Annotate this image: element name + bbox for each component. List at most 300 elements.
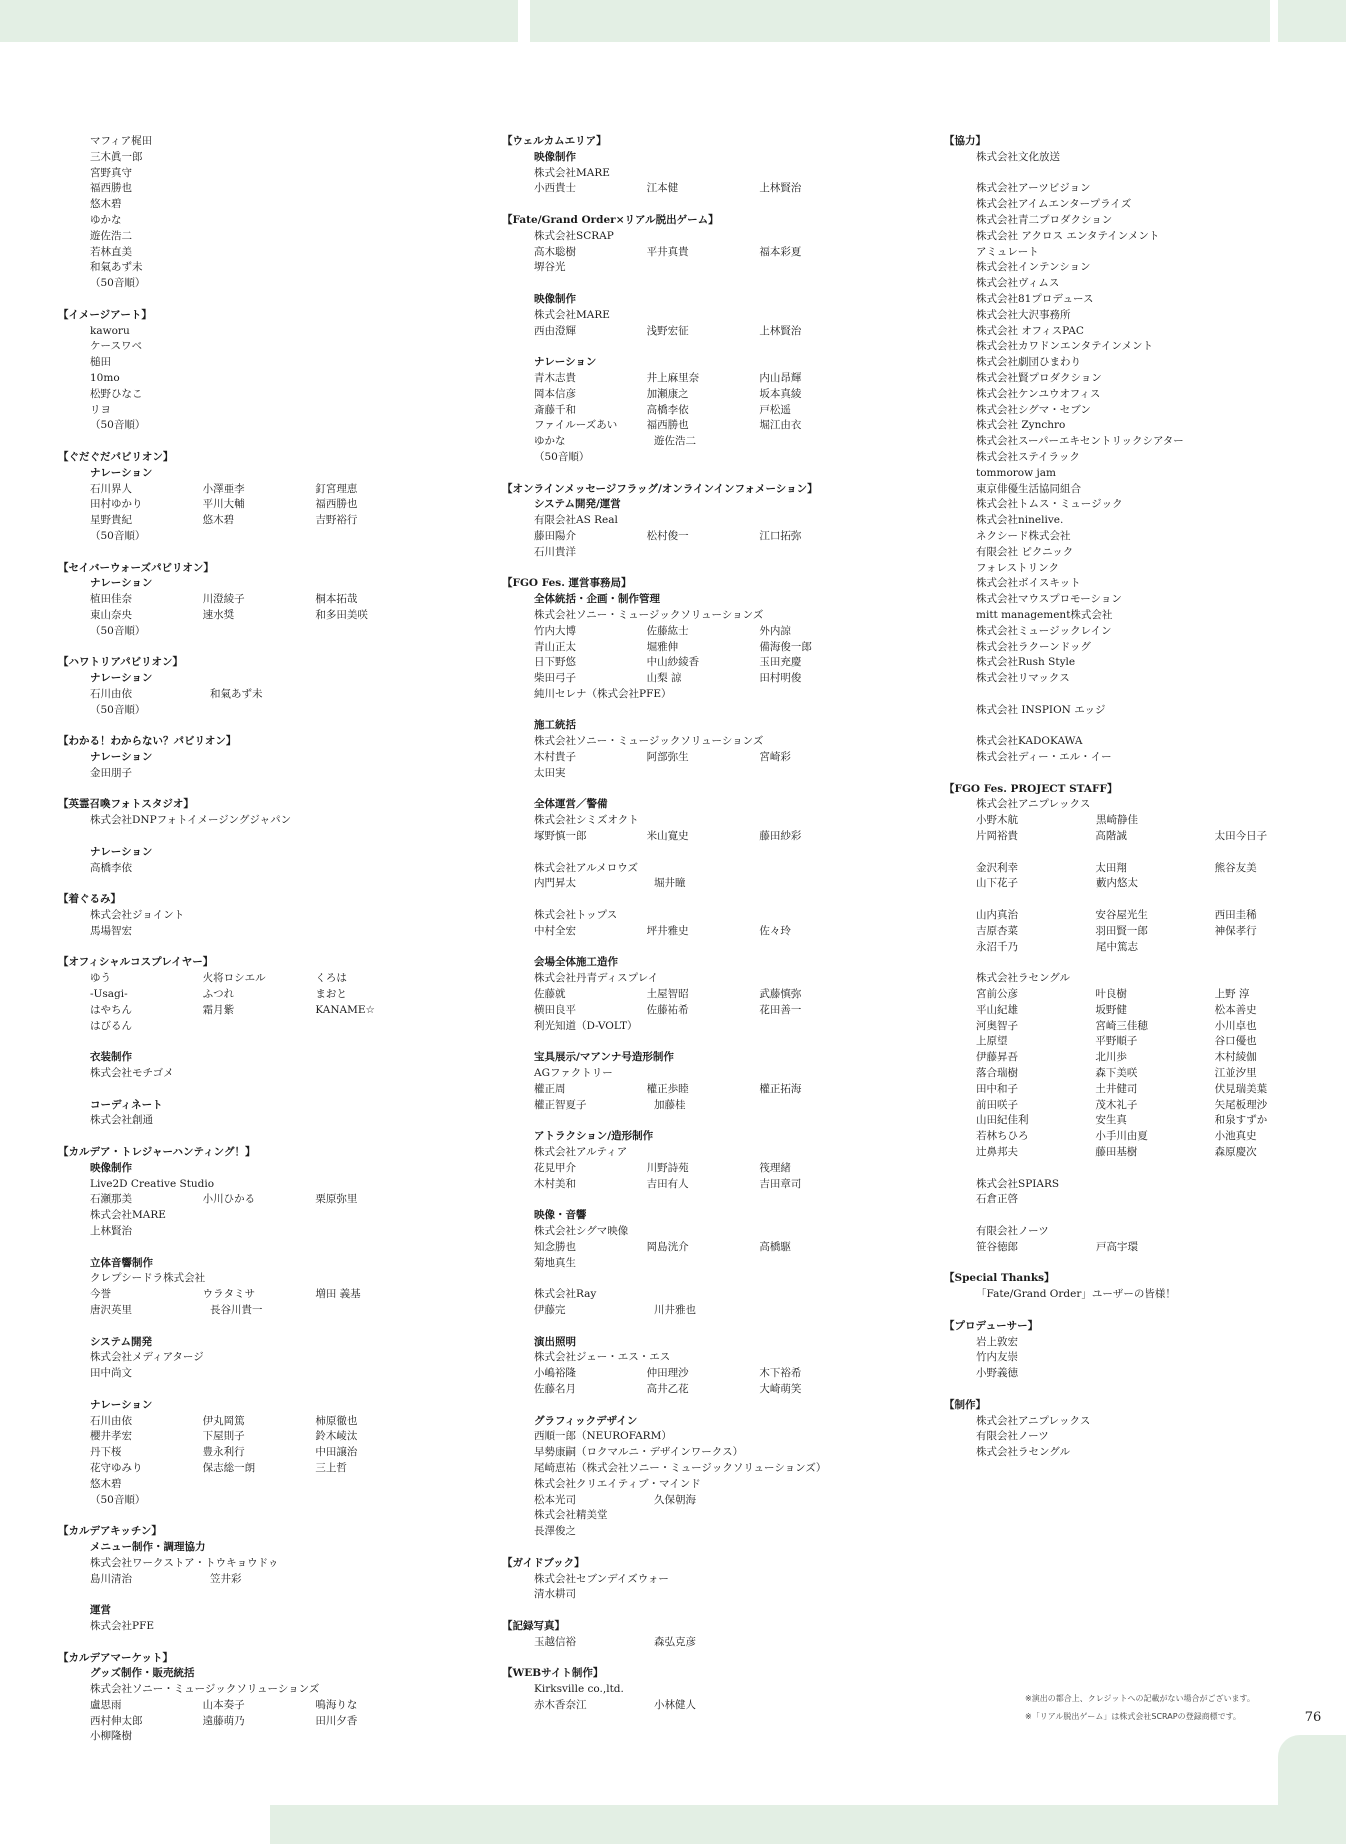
spacer: [944, 1303, 1334, 1319]
credit-entry: 株式会社インテンション: [976, 261, 1091, 274]
credit-name: 笹谷徳郎: [976, 1240, 1018, 1253]
credit-name: 藤田紗彩: [759, 830, 802, 843]
footnotes: [1025, 1690, 1255, 1726]
credit-name: 三上哲: [315, 1461, 347, 1474]
credit-entry: 小柳隆樹: [90, 1730, 132, 1743]
credit-name: 木村美和: [534, 1177, 576, 1190]
credit-name: 大崎萌笑: [759, 1382, 802, 1395]
spacer: [58, 1508, 428, 1524]
role-heading: アトラクション/造形制作: [534, 1130, 654, 1143]
credit-name-row: [502, 403, 872, 419]
credit-entry: 株式会社ソニー・ミュージックソリューションズ: [534, 735, 764, 748]
credit-name: KANAME☆: [315, 1003, 375, 1016]
credit-entry: mitt management株式会社: [976, 608, 1113, 621]
credit-name: 知念勝也: [534, 1240, 576, 1253]
credit-entry: 株式会社モチゴメ: [90, 1067, 174, 1080]
credit-entry: 株式会社クリエイティブ・マインド: [534, 1477, 701, 1490]
credit-name: 伊藤完: [534, 1303, 566, 1316]
credit-name: 吉田章司: [759, 1177, 802, 1190]
credit-name: 栗原弥里: [315, 1193, 358, 1206]
credit-entry: 株式会社ラセングル: [976, 972, 1070, 985]
role-heading: 全体統括・企画・制作管理: [534, 593, 660, 606]
credit-name-row: [944, 1019, 1334, 1035]
credit-name: 火将ロシエル: [202, 972, 266, 985]
section-heading: 【FGO Fes. 運営事務局】: [502, 577, 632, 590]
credit-name-row: [58, 513, 428, 529]
credit-name: 桐本拓哉: [315, 593, 358, 606]
spacer: [58, 640, 428, 656]
credit-name: 宮前公彦: [976, 988, 1018, 1001]
credit-name-row: [502, 1303, 872, 1319]
credit-name-row: [58, 1192, 428, 1208]
credit-name: 上林賢治: [759, 182, 802, 195]
spacer: [944, 1208, 1334, 1224]
credit-entry: 株式会社ヴィムス: [976, 277, 1060, 290]
spacer: [58, 1129, 428, 1145]
credit-entry: リヨ: [90, 403, 111, 416]
section-heading: 【セイバーウォーズパビリオン】: [58, 561, 214, 574]
credit-name-row: [502, 1177, 872, 1193]
credit-entry: 尾崎恵祐（株式会社ソニー・ミュージックソリューションズ）: [534, 1461, 827, 1474]
spacer: [58, 1635, 428, 1651]
credit-name: 平野順子: [1095, 1035, 1138, 1048]
credit-name: 今誉: [90, 1288, 111, 1301]
section-heading: 【Fate/Grand Order×リアル脱出ゲーム】: [502, 213, 719, 226]
credit-name: 佐々玲: [759, 924, 791, 937]
credit-entry: 石川貴洋: [534, 545, 576, 558]
credit-name: 久保朝海: [654, 1493, 696, 1506]
role-heading: ナレーション: [90, 1398, 153, 1411]
credit-entry: 株式会社ケンユウオフィス: [976, 387, 1101, 400]
credit-entry: 株式会社ラセングル: [976, 1446, 1070, 1459]
spacer: [58, 1082, 428, 1098]
credit-entry: 太田実: [534, 766, 566, 779]
credit-name: 田川夕香: [315, 1714, 358, 1727]
credit-name: 藤田陽介: [534, 529, 576, 542]
credit-entry: 株式会社アニプレックス: [976, 798, 1091, 811]
credit-name: 平山紀雄: [976, 1003, 1018, 1016]
credit-name: ふつれ: [202, 988, 235, 1001]
credit-entry: 10mo: [90, 371, 120, 384]
credit-name-row: [944, 940, 1334, 956]
credit-name: 上原望: [976, 1035, 1008, 1048]
credit-name: 赤木香奈江: [534, 1698, 587, 1711]
credit-entry: 清水耕司: [534, 1588, 576, 1601]
credit-name-row: [502, 750, 872, 766]
spacer: [58, 1240, 428, 1256]
credit-name: 長谷川貴一: [210, 1303, 263, 1316]
credit-name: 田中和子: [976, 1082, 1018, 1095]
spacer: [502, 703, 872, 719]
credit-name-row: [502, 671, 872, 687]
section-heading: 【ガイドブック】: [502, 1556, 585, 1569]
credit-name-row: [58, 987, 428, 1003]
credit-name: 永沼千乃: [976, 940, 1018, 953]
spacer: [944, 955, 1334, 971]
credit-name: 岡島洸介: [646, 1240, 689, 1253]
credit-entry: 有限会社ノーツ: [976, 1224, 1049, 1237]
credit-entry: 株式会社Rush Style: [976, 656, 1076, 669]
credit-name: 和多田美咲: [315, 608, 368, 621]
credit-entry: 株式会社 オフィスPAC: [976, 324, 1084, 337]
credit-name: 辻鼻邦夫: [976, 1146, 1018, 1158]
credit-entry: 株式会社PFE: [90, 1619, 155, 1632]
credit-name-row: [58, 1287, 428, 1303]
credit-entry: 悠木碧: [90, 198, 122, 211]
credit-entry: 福西勝也: [90, 182, 132, 195]
credit-entry: 株式会社MARE: [534, 166, 610, 179]
credit-entry: 槌田: [90, 356, 111, 369]
credit-entry: 株式会社スーパーエキセントリックシアター: [976, 435, 1184, 448]
credit-entry: はびるん: [90, 1019, 132, 1032]
credit-entry: 松野ひなこ: [90, 387, 143, 400]
credit-name-row: [502, 387, 872, 403]
credit-name: 山本奏子: [202, 1698, 245, 1711]
credit-entry: 有限会社AS Real: [534, 514, 618, 527]
credit-name: 小川ひかる: [202, 1193, 256, 1206]
credit-name-row: [58, 592, 428, 608]
credit-name: 柿原徹也: [315, 1414, 358, 1427]
credit-name: 外内諒: [759, 624, 791, 637]
credit-name: 木村貴子: [534, 751, 576, 764]
top-right-decor-band: [1278, 0, 1346, 42]
credit-entry: 和氣あず未: [90, 261, 143, 274]
credit-name-row: [944, 1050, 1334, 1066]
credit-entry: （50音順）: [90, 529, 146, 542]
credit-entry: 堺谷光: [534, 261, 566, 274]
credits-column-1: [58, 134, 428, 1745]
credit-name: 森下美咲: [1095, 1067, 1138, 1080]
credit-entry: 株式会社ステイラック: [976, 450, 1080, 463]
role-heading: 運営: [90, 1604, 111, 1617]
spacer: [502, 845, 872, 861]
spacer: [502, 339, 872, 355]
credit-name-row: [58, 1303, 428, 1319]
credit-entry: kaworu: [90, 324, 130, 337]
credit-entry: 株式会社アルティア: [534, 1146, 628, 1158]
credit-name-row: [502, 529, 872, 545]
credit-entry: 石倉正啓: [976, 1193, 1018, 1206]
credit-entry: 株式会社大沢事務所: [976, 308, 1071, 321]
credit-name: 黒崎静佳: [1096, 814, 1138, 827]
credit-entry: 株式会社シグマ映像: [534, 1224, 629, 1237]
section-heading: 【ぐだぐだパビリオン】: [58, 450, 174, 463]
credit-name: 藤田基樹: [1095, 1146, 1138, 1158]
credits-column-2: [502, 134, 872, 1714]
credit-name: 江並汐里: [1214, 1067, 1257, 1080]
credit-name: 霜月紫: [202, 1003, 235, 1016]
credit-name-row: [502, 1366, 872, 1382]
credit-name: 阿部弥生: [646, 751, 689, 764]
role-heading: 映像制作: [534, 150, 576, 163]
section-heading: 【カルデア・トレジャーハンティング！】: [58, 1146, 256, 1158]
credit-name: 坪井雅史: [646, 924, 689, 937]
spacer: [502, 940, 872, 956]
credit-name-row: [502, 1493, 872, 1509]
role-heading: ナレーション: [90, 466, 153, 479]
credit-name: 安谷屋光生: [1095, 909, 1148, 922]
credit-name: 伊藤昇吾: [976, 1051, 1018, 1064]
credit-name-row: [944, 1098, 1334, 1114]
credit-entry: 上林賢治: [90, 1224, 132, 1237]
credit-name: 坂野健: [1095, 1003, 1127, 1016]
credit-name-row: [502, 1382, 872, 1398]
credit-entry: 株式会社シミズオクト: [534, 814, 639, 827]
credit-entry: 株式会社DNPフォトイメージングジャパン: [90, 814, 292, 827]
credit-name-row: [58, 971, 428, 987]
credit-name: 小澤亜李: [202, 482, 245, 495]
credit-name: 權正智夏子: [534, 1098, 587, 1111]
credit-entry: 株式会社 アクロス エンタテインメント: [976, 229, 1160, 242]
credit-name: 羽田賢一郎: [1095, 924, 1148, 937]
credit-name: 伏見瑞美葉: [1214, 1082, 1268, 1095]
credit-name: ウラタミサ: [202, 1288, 256, 1301]
credit-name: 權正拓海: [759, 1082, 802, 1095]
spacer: [944, 1161, 1334, 1177]
credit-entry: 馬場智宏: [90, 924, 132, 937]
credit-name: 堀雅伸: [646, 640, 679, 653]
credit-name-row: [502, 640, 872, 656]
credit-entry: 宮野真守: [90, 166, 132, 179]
credit-name-row: [502, 924, 872, 940]
credit-name-row: [944, 1145, 1334, 1161]
credit-name: 太田翔: [1095, 861, 1127, 874]
credits-column-3: [944, 134, 1334, 1461]
role-heading: ナレーション: [534, 356, 597, 369]
credit-name-row: [58, 1572, 428, 1588]
credit-name-row: [944, 908, 1334, 924]
credit-entry: マフィア梶田: [90, 135, 153, 147]
credit-name-row: [58, 608, 428, 624]
credit-name: 高橋李依: [646, 403, 689, 416]
credit-name-row: [502, 1003, 872, 1019]
credit-entry: 株式会社精美堂: [534, 1509, 608, 1522]
credit-entry: 株式会社アニプレックス: [976, 1414, 1091, 1427]
spacer: [502, 1271, 872, 1287]
credit-name-row: [58, 687, 428, 703]
credit-name: 井上麻里奈: [646, 371, 700, 384]
credit-entry: 株式会社ボイスキット: [976, 577, 1081, 590]
credit-name: 木下裕希: [759, 1367, 802, 1380]
spacer: [502, 466, 872, 482]
credit-name: 權正周: [534, 1082, 566, 1095]
credit-name: 石瀬那美: [90, 1193, 132, 1206]
credit-name-row: [944, 829, 1334, 845]
credit-name: 和氣あず未: [210, 687, 263, 700]
credit-name: 高井乙花: [646, 1382, 689, 1395]
credit-name-row: [944, 1066, 1334, 1082]
credit-name: 青木志貴: [534, 371, 576, 384]
credit-name: 西村伸太郎: [90, 1714, 143, 1727]
credit-name: 青山正太: [534, 640, 576, 653]
credit-entry: （50音順）: [534, 450, 590, 463]
credit-name: 戸高宇環: [1096, 1240, 1138, 1253]
credit-entry: 株式会社賢プロダクション: [976, 371, 1102, 384]
credit-name: 保志総一朗: [202, 1461, 256, 1474]
credit-name: 高階誠: [1095, 830, 1127, 843]
credit-name-row: [58, 482, 428, 498]
credit-entry: 株式会社アイムエンタープライズ: [976, 198, 1132, 211]
credit-name: 藪内悠太: [1096, 877, 1138, 890]
credit-name: 盧思雨: [90, 1698, 122, 1711]
credit-name: 宮崎三佳穂: [1095, 1019, 1148, 1032]
credit-name-row: [58, 1698, 428, 1714]
credit-entry: 株式会社SPIARS: [976, 1177, 1060, 1190]
credit-name-row: [58, 1714, 428, 1730]
credit-name: 西由澄輝: [534, 324, 576, 337]
credit-name: 筏理緒: [759, 1161, 791, 1174]
spacer: [58, 1382, 428, 1398]
credit-entry: 株式会社トップス: [534, 909, 618, 922]
credit-name: 權正歩睦: [646, 1082, 689, 1095]
credit-name: 田村明俊: [759, 672, 802, 685]
credit-entry: 株式会社MARE: [534, 308, 610, 321]
credit-name: 中村全宏: [534, 924, 576, 937]
credit-name: 佐藤名月: [534, 1382, 576, 1395]
spacer: [944, 1256, 1334, 1272]
credit-entry: 株式会社ミュージックレイン: [976, 624, 1112, 637]
credit-entry: 金田朋子: [90, 766, 132, 779]
credit-name: 佐藤就: [534, 988, 566, 1001]
credit-entry: 株式会社丹青ディスプレイ: [534, 972, 659, 985]
credit-name: 安生真: [1095, 1114, 1127, 1127]
credit-name: 備海俊一郎: [759, 640, 812, 653]
spacer: [502, 1398, 872, 1414]
credit-entry: ゆかな: [90, 213, 122, 226]
credit-name: くろは: [315, 972, 347, 985]
credit-name: 前田咲子: [976, 1098, 1018, 1111]
credit-name: 櫻井孝宏: [90, 1430, 132, 1443]
section-heading: 【ウェルカムエリア】: [502, 135, 607, 147]
role-heading: グッズ制作・販売統括: [90, 1667, 195, 1680]
credit-entry: 株式会社ジェー・エス・エス: [534, 1351, 671, 1364]
credit-name: 福西勝也: [315, 498, 358, 511]
credit-name: 武藤慎弥: [759, 988, 802, 1001]
spacer: [502, 1651, 872, 1667]
credit-entry: 岩上敦宏: [976, 1335, 1018, 1348]
credit-entry: Kirksville co.,ltd.: [534, 1683, 624, 1696]
credit-name: 塚野慎一郎: [534, 830, 587, 843]
credit-entry: 株式会社マウスプロモーション: [976, 593, 1122, 606]
spacer: [502, 892, 872, 908]
role-heading: 宝具展示/マアンナ号造形制作: [534, 1051, 674, 1064]
role-heading: グラフィックデザイン: [534, 1414, 638, 1427]
credit-name: 山下花子: [976, 877, 1018, 890]
credit-entry: 三木眞一郎: [90, 150, 143, 163]
credit-name-row: [58, 1461, 428, 1477]
credit-name-row: [502, 1698, 872, 1714]
credit-name: 遊佐浩二: [654, 435, 696, 448]
page-number: 76: [1304, 1710, 1322, 1725]
credit-name: 松村俊一: [646, 529, 689, 542]
credit-entry: 株式会社シグマ・セブン: [976, 403, 1091, 416]
credit-name-row: [944, 924, 1334, 940]
credit-entry: 株式会社ラクーンドッグ: [976, 640, 1091, 653]
credit-name: 玉田充慶: [759, 656, 802, 669]
role-heading: 映像制作: [90, 1161, 132, 1174]
credit-name: 落合瑞樹: [976, 1067, 1018, 1080]
credit-name: 岡本信彦: [534, 387, 576, 400]
credit-entry: 株式会社ninelive.: [976, 514, 1064, 527]
credit-name: 堀江由衣: [759, 419, 802, 432]
credit-name: 小西貴士: [534, 182, 576, 195]
credit-name-row: [944, 1240, 1334, 1256]
credit-name-row: [502, 324, 872, 340]
credit-entry: 株式会社ソニー・ミュージックソリューションズ: [534, 608, 764, 621]
credit-entry: 西順一郎（NEUROFARM）: [534, 1430, 672, 1443]
credit-name: 速水奨: [202, 608, 235, 621]
credit-name: 増田 義基: [315, 1288, 361, 1301]
credit-entry: 遊佐浩二: [90, 229, 132, 242]
role-heading: メニュー制作・調理協力: [90, 1540, 206, 1553]
spacer: [944, 766, 1334, 782]
credit-name: 石川由依: [90, 687, 132, 700]
section-heading: 【記録写真】: [502, 1619, 565, 1632]
top-mid-decor-band: [530, 0, 1270, 42]
credit-name: 川井雅也: [654, 1303, 696, 1316]
footnote-1: ※演出の都合上、クレジットへの記載がない場合がございます。: [1025, 1694, 1255, 1703]
bottom-decor-band: [270, 1805, 1346, 1844]
credit-entry: 株式会社文化放送: [976, 150, 1060, 163]
credit-entry: 株式会社ディー・エル・イー: [976, 751, 1112, 764]
credit-entry: 利光知道（D-VOLT）: [534, 1019, 638, 1032]
credit-entry: 小野義徳: [976, 1367, 1018, 1380]
credit-name-row: [944, 987, 1334, 1003]
credit-entry: 株式会社劇団ひまわり: [976, 356, 1081, 369]
credit-name-row: [502, 1098, 872, 1114]
credit-name: 中山紗綾香: [646, 656, 700, 669]
credit-name-row: [58, 1429, 428, 1445]
credit-entry: Live2D Creative Studio: [90, 1177, 215, 1190]
credit-name: 小手川由夏: [1095, 1130, 1148, 1143]
credit-name: 河奥智子: [976, 1019, 1018, 1032]
credit-name: 豊永利行: [202, 1446, 245, 1459]
spacer: [944, 1382, 1334, 1398]
credit-entry: ケースワベ: [90, 340, 142, 353]
credit-entry: 株式会社セブンデイズウォー: [534, 1572, 669, 1585]
credit-name: 上野 淳: [1214, 988, 1250, 1001]
credit-name-row: [502, 987, 872, 1003]
section-heading: 【着ぐるみ】: [58, 893, 121, 906]
credit-name: 横田良平: [534, 1003, 576, 1016]
credit-name: 石川界人: [90, 482, 132, 495]
section-heading: 【協力】: [944, 135, 986, 147]
role-heading: ナレーション: [90, 845, 153, 858]
credit-name: 土井健司: [1095, 1082, 1138, 1095]
credit-name: 平井真貴: [646, 245, 689, 258]
credit-entry: 株式会社アルメロウズ: [534, 861, 638, 874]
credit-name: 西田圭稀: [1214, 909, 1257, 922]
credit-name-row: [502, 434, 872, 450]
credit-name: 花田善一: [759, 1003, 802, 1016]
spacer: [58, 292, 428, 308]
credit-name: 加藤桂: [654, 1098, 686, 1111]
credit-name: 金沢利幸: [976, 861, 1018, 874]
section-heading: 【カルデアキッチン】: [58, 1525, 162, 1538]
role-heading: 会場全体施工造作: [534, 956, 618, 969]
credit-name: 叶良樹: [1095, 988, 1127, 1001]
credit-entry: （50音順）: [90, 703, 146, 716]
spacer: [58, 782, 428, 798]
credit-name: はやちん: [90, 1003, 132, 1016]
top-left-decor-band: [0, 0, 518, 42]
credit-entry: 株式会社アーツビジョン: [976, 182, 1091, 195]
credit-name: 竹内大博: [534, 624, 576, 637]
corner-decor-tab: [1278, 1735, 1346, 1844]
footnote-2: ※「リアル脱出ゲーム」は株式会社SCRAPの登録商標です。: [1025, 1712, 1241, 1721]
credit-name-row: [944, 813, 1334, 829]
credit-name: 矢尾板理沙: [1214, 1098, 1268, 1111]
